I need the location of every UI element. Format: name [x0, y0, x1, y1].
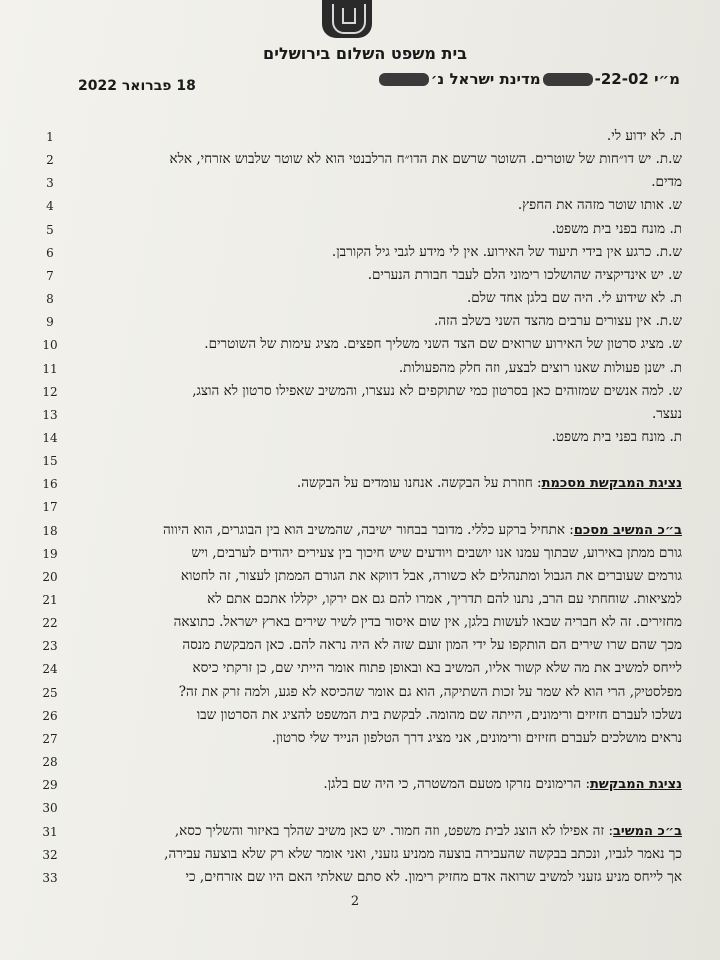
line-number: 5	[46, 222, 54, 237]
line-number: 33	[42, 870, 58, 885]
line-text: ת. לא ידוע לי.	[606, 128, 682, 144]
case-prefix: מ״י 22-02-	[594, 70, 680, 88]
transcript-line	[70, 221, 682, 237]
state-emblem-icon	[322, 0, 372, 38]
line-number: 8	[46, 292, 54, 307]
transcript-line	[70, 406, 682, 422]
transcript-line	[70, 360, 682, 376]
transcript-line	[70, 128, 682, 144]
redaction-mark	[543, 73, 593, 86]
transcript-line	[70, 660, 682, 676]
transcript-line	[70, 522, 682, 538]
transcript-line	[70, 429, 682, 445]
speaker-label: נציגת המבקשת	[590, 777, 682, 793]
line-number: 7	[46, 268, 54, 283]
line-number: 24	[42, 662, 58, 677]
line-text: אך לייחס מניע גזעני למשיב שרואה אדם מחזיק רימון. לא סתם שאלתי האם היו שם אזרחים, כי	[185, 868, 682, 885]
line-text: מכך שהם שרו שירים הם הותקפו על ידי המון זועם שזה לא היה נראה להם. כאן המבקשת מנסה	[182, 637, 682, 654]
transcript-line	[70, 545, 682, 561]
line-number: 6	[46, 245, 54, 260]
line-number: 32	[42, 847, 58, 862]
line-number: 28	[42, 755, 58, 770]
line-text: גורם ממתן באירוע, שבתוך עמנו אנו יושבים ויודעים שיש חיכוך בין צעירים יהודים לערבים, ויש	[191, 544, 682, 561]
line-text: נעצר.	[651, 405, 682, 422]
case-number	[377, 70, 680, 88]
line-text: מדים.	[651, 174, 682, 191]
redaction-mark	[379, 73, 429, 86]
line-number: 31	[42, 824, 58, 839]
transcript-line	[70, 568, 682, 584]
transcript-line	[70, 244, 682, 260]
line-text: ש. מציג סרטון של האירוע שרואים שם הצד השני משליך חפצים. מציג עימות של השוטרים.	[204, 336, 682, 353]
line-text: גורמים שעוברים את הגבול ומתנהלים לא כשורה, אבל דווקא את הגורם הממתן לעצור, זה לחטוא	[180, 567, 682, 584]
line-text: ש. יש אינדיקציה שהושלכו רימוני הלם לעבר חבורת הנערים.	[367, 266, 682, 283]
line-text: ש.ת. אין עצורים ערבים מהצד השני בשלב הזה.	[433, 313, 682, 330]
line-number: 19	[42, 546, 58, 561]
line-text: ש.ת. כרגע אין בידי תיעוד של האירוע. אין לי מידע לגבי גיל הקורבן.	[331, 243, 682, 260]
hearing-date: 18 פברואר 2022	[78, 78, 196, 94]
line-number: 1	[46, 130, 54, 144]
line-number: 4	[46, 199, 54, 214]
line-text: מפלסטיק, הרי הוא לא שמר על זכות השתיקה, הוא גם אומר שהכיסא לא פגע, ולמה זרק את זה?	[178, 683, 682, 700]
line-number: 27	[42, 731, 58, 746]
transcript-line	[70, 290, 682, 306]
line-number: 17	[42, 500, 58, 515]
transcript-line	[70, 707, 682, 723]
line-number: 12	[42, 384, 58, 399]
line-number: 15	[42, 454, 58, 469]
line-number: 2	[46, 153, 54, 168]
line-number: 23	[42, 639, 58, 654]
transcript-line	[70, 869, 682, 885]
line-text: ש.ת. יש דו״חות של שוטרים. השוטר שרשם את הדו״ח הרלבנטי הוא לא שוטר שלבוש אזרחי, אלא	[169, 151, 682, 168]
line-text: ת. מונח בפני בית משפט.	[551, 220, 682, 237]
line-number: 3	[46, 176, 54, 191]
transcript-line	[70, 475, 682, 491]
line-number: 10	[42, 338, 58, 353]
line-text: ש. אותו שוטר מזהה את החפץ.	[517, 197, 682, 214]
line-number: 26	[42, 708, 58, 723]
line-text: נשלכו לעברם חזיזים ורימונים, הייתה שם מהומה. לבקשת בית המשפט להציג את הסרטון שבו	[196, 706, 682, 723]
line-text: : זה אפילו לא הוצג לבית משפט, וזה חמור. יש כאן משיב שהלך באיזור והשליך כסא,	[174, 822, 613, 839]
transcript-line	[70, 591, 682, 607]
line-number: 16	[42, 477, 58, 492]
transcript-line	[70, 313, 682, 329]
line-text: ת. לא שידוע לי. היה שם בלגן אחד שלם.	[466, 290, 682, 307]
line-number: 13	[42, 407, 58, 422]
court-name: בית משפט השלום בירושלים	[263, 44, 467, 63]
line-text: : הרימונים נזרקו מטעם המשטרה, כי היה שם בלגן.	[323, 776, 590, 793]
line-number: 21	[42, 593, 58, 607]
line-number: 29	[42, 778, 58, 793]
line-number: 22	[42, 616, 58, 631]
line-number: 11	[42, 361, 58, 376]
transcript-line	[70, 197, 682, 213]
transcript-line	[70, 151, 682, 167]
case-parties: מדינת ישראל נ׳	[430, 70, 541, 88]
line-number: 14	[42, 430, 58, 445]
page-number: 2	[350, 894, 360, 909]
transcript-line	[70, 730, 682, 746]
transcript-line	[70, 823, 682, 839]
line-text: ש. למה אנשים שמזוהים כאן בסרטון כמי שתוקפים לא נעצרו, והמשיב שאפילו סרטון לא הוצג,	[192, 382, 682, 399]
line-number: 18	[42, 523, 58, 538]
line-text: לייחס למשיב את מה שלא קשור אליו, המשיב בא ובאופן פתוח אומר הייתי שם, כן זרקתי כיסא	[192, 660, 682, 677]
line-text: ת. מונח בפני בית משפט.	[551, 428, 682, 445]
line-number: 9	[46, 315, 54, 330]
line-text: ת. ישנן פעולות שאנו רוצים לבצע, וזה חלק מהפעולות.	[398, 359, 682, 376]
transcript-line	[70, 846, 682, 862]
line-text: : חוזרת על הבקשה. אנחנו עומדים על הבקשה.	[296, 475, 542, 492]
transcript-line	[70, 174, 682, 190]
line-text: : אתחיל ברקע כללי. מדובר בבחור ישיבה, שהמשיב הוא בין הבוגרים, הוא היווה	[163, 521, 574, 538]
line-number: 30	[42, 801, 58, 816]
line-number: 25	[42, 685, 58, 700]
speaker-label: נציגת המבקשת מסכמת	[541, 476, 682, 492]
line-text: נראים מושלכים לעברם חזיזים ורימונים, אני מציג דרך הטלפון הנייד שלי סרטון.	[271, 729, 682, 746]
transcript-line	[70, 776, 682, 792]
speaker-label: ב״כ המשיב מסכם	[573, 522, 682, 538]
transcript-line	[70, 614, 682, 630]
transcript-line	[70, 267, 682, 283]
transcript-line	[70, 383, 682, 399]
line-text: כך נאמר לגביו, ונכתב בבקשה שהעבירה בוצעה ממניע גזעני, ואני אומר שלא רק שלא בוצעה עבירה,	[164, 845, 682, 862]
line-number: 20	[42, 569, 58, 584]
transcript-line	[70, 637, 682, 653]
line-text: מחזירים. זה לא חבריה שבאו לעשות בלגן, אין שום איסור בדין לשיר שירים בארץ ישראל. כתוצאה	[173, 614, 682, 631]
speaker-label: ב״כ המשיב	[613, 823, 682, 839]
transcript-line	[70, 336, 682, 352]
line-text: למציאות. שוחחתי עם הרב, נתנו להם תדריך, אמרו להם גם אם ירקו, יקללו אתכם אתם לא	[207, 591, 682, 607]
transcript-line	[70, 684, 682, 700]
